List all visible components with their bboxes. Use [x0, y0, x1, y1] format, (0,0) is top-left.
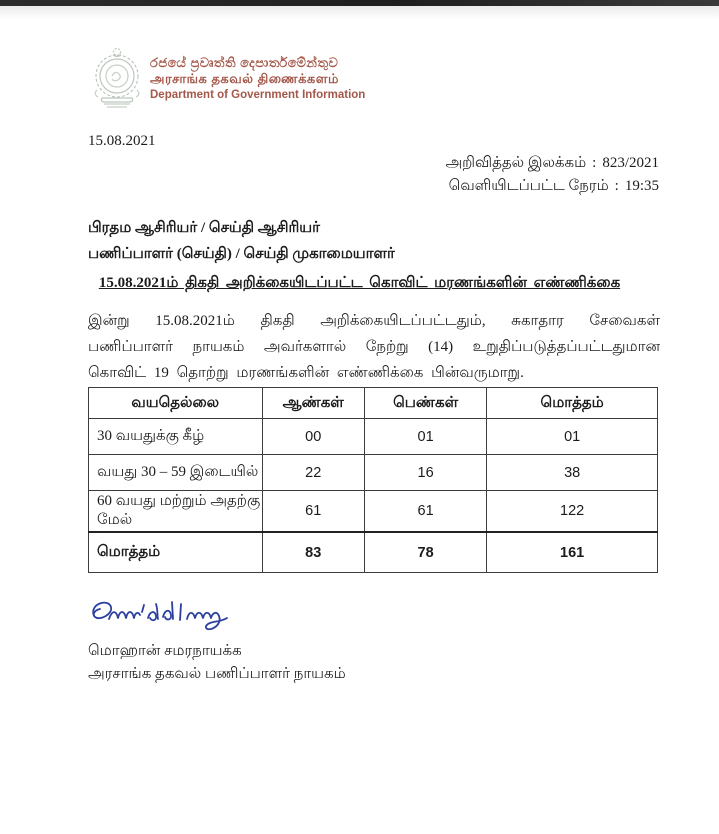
release-date: 15.08.2021 — [88, 133, 156, 149]
release-time-label: வெளியிடப்பட்ட நேரம் — [448, 178, 609, 194]
grand-total-value: 161 — [487, 532, 658, 573]
total-females-value: 78 — [364, 532, 486, 573]
females-value: 01 — [364, 419, 486, 455]
scan-top-shadow — [0, 6, 719, 20]
total-males-value: 83 — [262, 532, 364, 573]
table-header-row — [89, 388, 658, 419]
release-title: 15.08.2021ம் திகதி அறிக்கையிடப்பட்ட கொவிட் மரணங்களின் எண்ணிக்கை — [98, 275, 621, 291]
col-header-females: பெண்கள் — [364, 388, 486, 419]
total-value: 122 — [487, 491, 658, 533]
notice-number-line — [445, 152, 659, 175]
total-value: 38 — [487, 455, 658, 491]
separator: : — [614, 178, 619, 194]
signatory-block — [88, 640, 346, 686]
release-time-line — [445, 175, 659, 198]
age-group-label: 30 வயதுக்கு கீழ் — [89, 419, 263, 455]
age-group-label: வயது 30 – 59 இடையில் — [89, 455, 263, 491]
department-name-english: Department of Government Information — [150, 89, 366, 101]
separator: : — [592, 155, 597, 171]
males-value: 61 — [262, 491, 364, 533]
col-header-total: மொத்தம் — [487, 388, 658, 419]
total-row-label: மொத்தம் — [89, 532, 263, 573]
notice-number-value: 823/2021 — [602, 155, 659, 171]
col-header-age: வயதெல்லை — [89, 388, 263, 419]
signature-icon — [84, 594, 264, 640]
table-total-row — [89, 532, 658, 573]
age-group-label: 60 வயது மற்றும் அதற்கு மேல் — [89, 491, 263, 533]
department-name-sinhala: රජයේ ප්‍රවෘත්ති දෙපාර්තමේන්තුව — [150, 55, 339, 70]
department-header — [150, 55, 365, 103]
sri-lanka-emblem-icon — [90, 46, 144, 112]
females-value: 16 — [364, 455, 486, 491]
females-value: 61 — [364, 491, 486, 533]
males-value: 22 — [262, 455, 364, 491]
recipient-line-directors: பணிப்பாளர் (செய்தி) / செய்தி முகாமையாளர் — [88, 246, 395, 262]
table-row — [89, 419, 658, 455]
signatory-designation: அரசாங்க தகவல் பணிப்பாளர் நாயகம் — [88, 666, 346, 682]
covid-deaths-table — [88, 387, 658, 573]
department-name-tamil: அரசாங்க தகவல் திணைக்களம் — [150, 71, 339, 86]
release-time-value: 19:35 — [624, 178, 659, 194]
col-header-males: ஆண்கள் — [262, 388, 364, 419]
recipient-list — [88, 215, 395, 267]
notice-meta — [445, 152, 659, 198]
notice-number-label: அறிவித்தல் இலக்கம் — [445, 155, 587, 171]
body-paragraph: இன்று 15.08.2021ம் திகதி அறிக்கையிடப்பட்டதும், சுகாதார சேவைகள் பணிப்பாளர் நாயகம் அவர்களால் நேற்று (14) உறுதிப்படுத்தப்பட்டதுமான கொவிட் 19 தொற்று மரணங்களின் எண்ணிக்கை பின்வருமாறு. — [88, 313, 660, 381]
males-value: 00 — [262, 419, 364, 455]
table-row — [89, 491, 658, 533]
total-value: 01 — [487, 419, 658, 455]
recipient-line-editors: பிரதம ஆசிரியர் / செய்தி ஆசிரியர் — [88, 220, 320, 236]
table-row — [89, 455, 658, 491]
signatory-name: மொஹான் சமரநாயக்க — [88, 643, 242, 659]
